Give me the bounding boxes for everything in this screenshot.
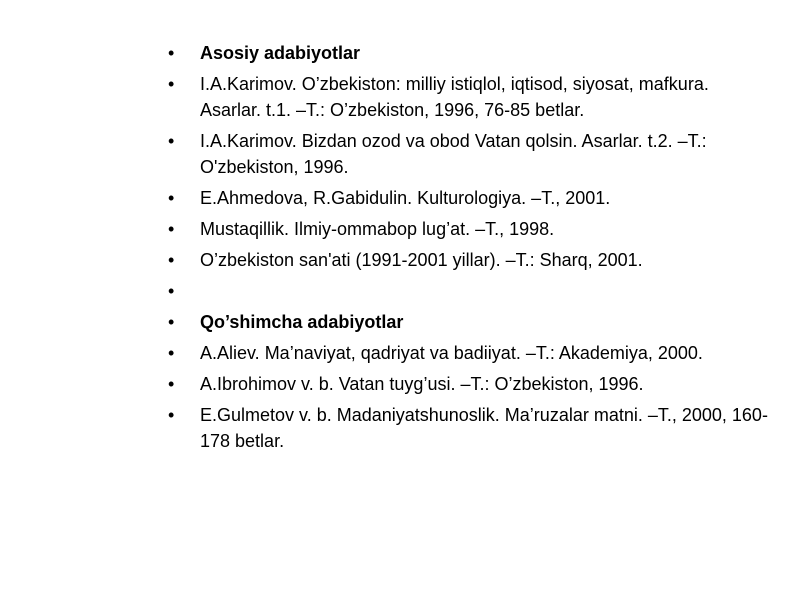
list-item-text: I.A.Karimov. O’zbekiston: milliy istiqlol, iqtisod, siyosat, mafkura. Asarlar. t.1. –T.: O’zbekiston, 1996, 76-85 betlar. xyxy=(200,74,709,120)
list-item-text: I.A.Karimov. Bizdan ozod va obod Vatan qolsin. Asarlar. t.2. –T.: O'zbekiston, 1996. xyxy=(200,131,707,177)
list-item-main-literature-heading xyxy=(168,40,768,66)
bullet-icon: • xyxy=(168,250,175,270)
bullet-icon: • xyxy=(168,281,175,301)
list-item-empty xyxy=(168,278,768,304)
list-item-text: Asosiy adabiyotlar xyxy=(200,43,361,63)
list-item xyxy=(168,185,768,211)
list-item xyxy=(168,247,768,273)
list-item-additional-literature-heading xyxy=(168,309,768,335)
list-item xyxy=(168,371,768,397)
list-item xyxy=(168,402,768,454)
bullet-icon: • xyxy=(168,343,175,363)
list-item-text: E.Ahmedova, R.Gabidulin. Kulturologiya. –T., 2001. xyxy=(200,188,611,208)
list-item xyxy=(168,340,768,366)
bullet-icon: • xyxy=(168,405,175,425)
list-item-text: E.Gulmetov v. b. Madaniyatshunoslik. Ma’ruzalar matni. –T., 2000, 160-178 betlar. xyxy=(200,405,768,451)
list-item xyxy=(168,128,768,180)
bullet-icon: • xyxy=(168,374,175,394)
list-item-text: A.Aliev. Ma’naviyat, qadriyat va badiiyat. –T.: Akademiya, 2000. xyxy=(200,343,703,363)
bullet-icon: • xyxy=(168,312,175,332)
bullet-icon: • xyxy=(168,219,175,239)
list-item xyxy=(168,71,768,123)
bibliography-list xyxy=(168,40,768,459)
list-item xyxy=(168,216,768,242)
bullet-icon: • xyxy=(168,131,175,151)
bullet-icon: • xyxy=(168,74,175,94)
list-item-text: A.Ibrohimov v. b. Vatan tuyg’usi. –T.: O’zbekiston, 1996. xyxy=(200,374,644,394)
list-item-text: Qo’shimcha adabiyotlar xyxy=(200,312,404,332)
bullet-icon: • xyxy=(168,188,175,208)
bullet-icon: • xyxy=(168,43,175,63)
list-item-text: Mustaqillik. Ilmiy-ommabop lug’at. –T., 1998. xyxy=(200,219,555,239)
list-item-text: O’zbekiston san'ati (1991-2001 yillar). –T.: Sharq, 2001. xyxy=(200,250,643,270)
